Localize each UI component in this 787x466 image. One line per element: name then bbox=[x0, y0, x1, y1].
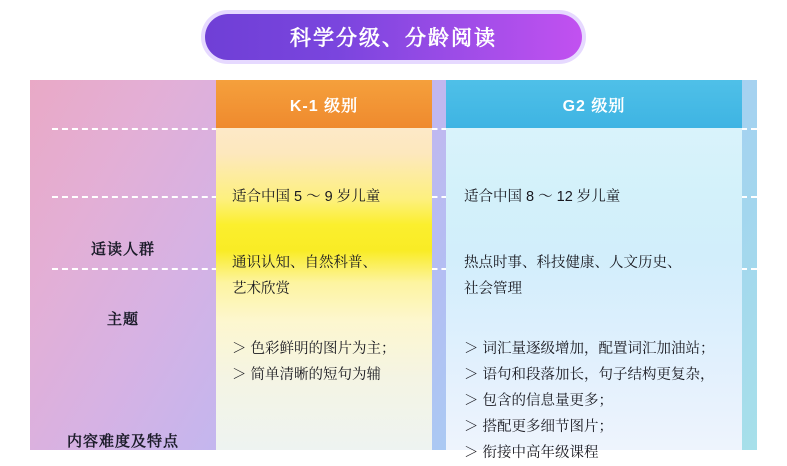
page-title: 科学分级、分龄阅读 bbox=[290, 27, 497, 50]
comparison-board bbox=[30, 80, 757, 461]
row-label-difficulty: 内容难度及特点 bbox=[66, 433, 179, 450]
row-label-column bbox=[30, 80, 216, 450]
cell-line: ＞ 色彩鲜明的图片为主； bbox=[232, 341, 396, 357]
row-label-audience: 适读人群 bbox=[90, 241, 155, 258]
cell-line: 社会管理 bbox=[464, 281, 522, 297]
cell-line: ＞ 包含的信息量更多； bbox=[464, 393, 614, 409]
column-k1 bbox=[216, 80, 432, 450]
cell-g2-audience bbox=[446, 184, 742, 210]
cell-g2-difficulty bbox=[446, 336, 742, 466]
column-k1-body bbox=[216, 128, 432, 450]
column-k1-header-label: K-1 级别 bbox=[289, 97, 359, 115]
column-g2-header bbox=[446, 80, 742, 128]
cell-line: ＞ 语句和段落加长，句子结构更复杂， bbox=[464, 367, 715, 383]
cell-g2-topics bbox=[446, 250, 742, 302]
column-k1-header bbox=[216, 80, 432, 128]
cell-line: ＞ 词汇量逐级增加，配置词汇加油站； bbox=[464, 341, 715, 357]
column-g2-header-label: G2 级别 bbox=[562, 97, 626, 115]
cell-line: ＞ 简单清晰的短句为辅 bbox=[232, 367, 382, 383]
cell-line: 适合中国 8 ～ 12 岁儿童 bbox=[464, 189, 621, 205]
page-title-pill bbox=[205, 14, 582, 60]
cell-line: 适合中国 5 ～ 9 岁儿童 bbox=[232, 189, 381, 205]
cell-k1-topics bbox=[216, 250, 432, 302]
column-g2 bbox=[446, 80, 742, 461]
cell-k1-audience bbox=[216, 184, 432, 210]
cell-line: 艺术欣赏 bbox=[232, 281, 290, 297]
cell-line: ＞ 搭配更多细节图片； bbox=[464, 419, 614, 435]
cell-line: ＞ 衔接中高年级课程 bbox=[464, 445, 599, 461]
row-label-topics: 主题 bbox=[106, 311, 139, 328]
column-g2-body bbox=[446, 128, 742, 461]
cell-line: 热点时事、科技健康、人文历史、 bbox=[464, 255, 682, 271]
cell-k1-difficulty bbox=[216, 336, 432, 388]
cell-line: 通识认知、自然科普、 bbox=[232, 255, 377, 271]
